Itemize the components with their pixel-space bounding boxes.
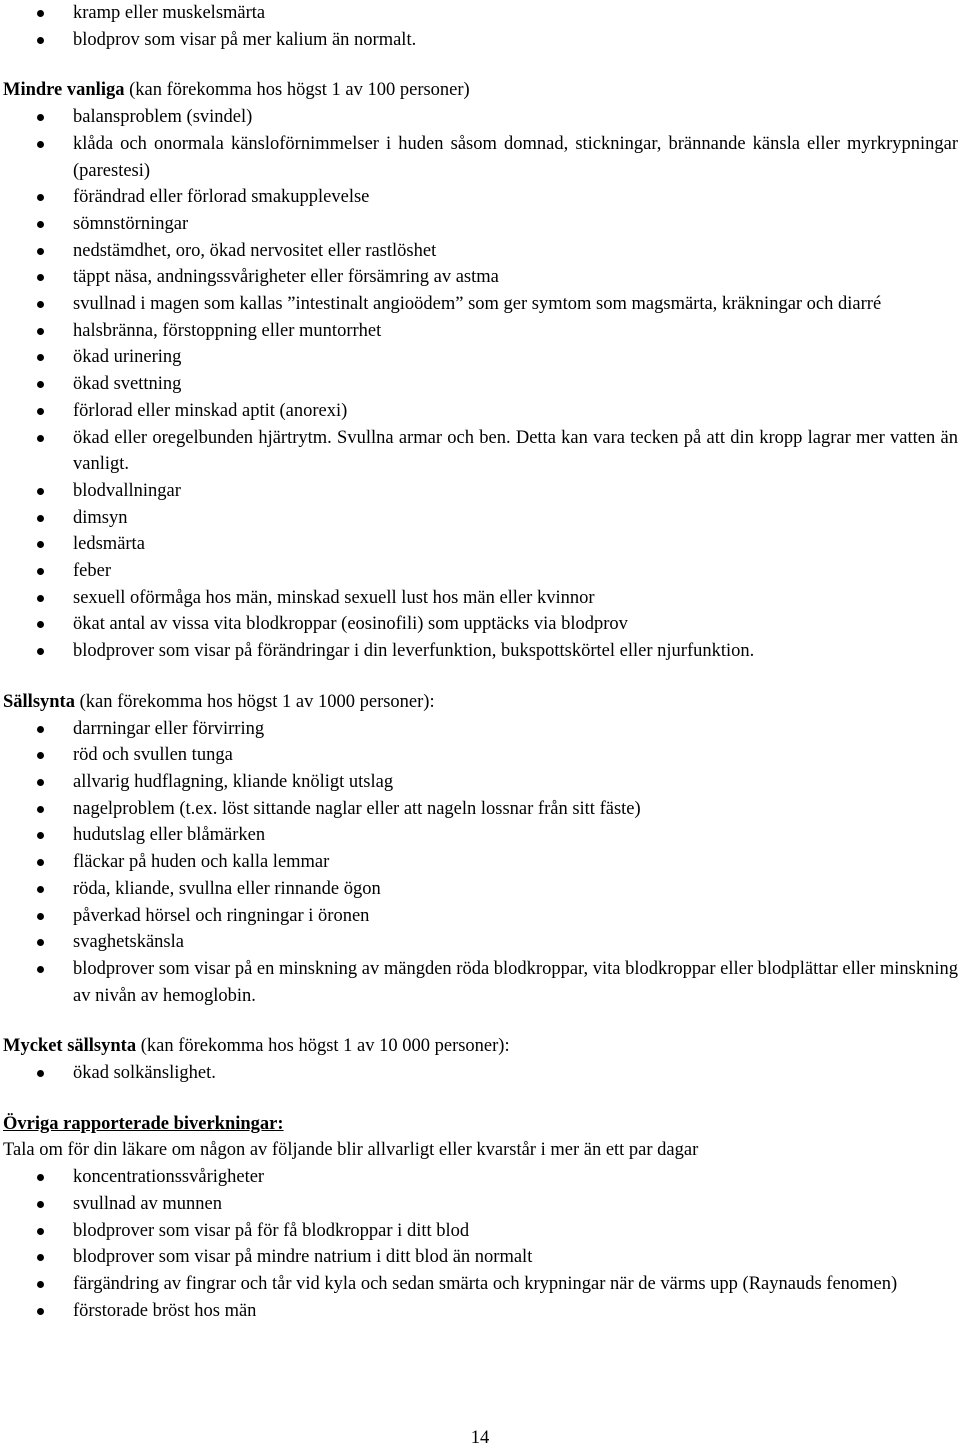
section-label: Övriga rapporterade biverkningar: — [3, 1113, 284, 1134]
list-item: förstorade bröst hos män — [0, 1298, 960, 1325]
section-heading-rare — [0, 689, 960, 716]
list-item: nagelproblem (t.ex. löst sittande naglar eller att nageln lossnar från sitt fäste) — [0, 796, 960, 823]
list-item: ökad urinering — [0, 344, 960, 371]
very-rare-list — [0, 1060, 960, 1087]
list-item: blodprov som visar på mer kalium än normalt. — [0, 27, 960, 54]
list-item: ökat antal av vissa vita blodkroppar (eosinofili) som upptäcks via blodprov — [0, 611, 960, 638]
list-item: svullnad av munnen — [0, 1191, 960, 1218]
list-item: klåda och onormala känsloförnimmelser i huden såsom domnad, stickningar, brännande känsla eller myrkrypningar (parestesi) — [0, 131, 960, 184]
list-item: täppt näsa, andningssvårigheter eller försämring av astma — [0, 264, 960, 291]
list-item: röda, kliande, svullna eller rinnande ögon — [0, 876, 960, 903]
list-item: sömnstörningar — [0, 211, 960, 238]
list-item: svullnad i magen som kallas ”intestinalt angioödem” som ger symtom som magsmärta, kräkningar och diarré — [0, 291, 960, 318]
top-list — [0, 0, 960, 53]
list-item: förlorad eller minskad aptit (anorexi) — [0, 398, 960, 425]
rare-list — [0, 716, 960, 1010]
section-label: Mindre vanliga — [3, 80, 125, 101]
list-item: fläckar på huden och kalla lemmar — [0, 849, 960, 876]
section-description: (kan förekomma hos högst 1 av 1000 personer): — [74, 691, 435, 712]
list-item: hudutslag eller blåmärken — [0, 822, 960, 849]
page-number: 14 — [470, 1428, 490, 1448]
section-description: (kan förekomma hos högst 1 av 100 personer) — [124, 80, 470, 101]
list-item: allvarig hudflagning, kliande knöligt utslag — [0, 769, 960, 796]
uncommon-list — [0, 104, 960, 665]
list-item: färgändring av fingrar och tår vid kyla och sedan smärta och krypningar när de värms upp (Raynauds fenomen) — [0, 1271, 960, 1298]
list-item: förändrad eller förlorad smakupplevelse — [0, 184, 960, 211]
list-item: kramp eller muskelsmärta — [0, 0, 960, 27]
list-item: blodvallningar — [0, 478, 960, 505]
section-heading-uncommon — [0, 77, 960, 104]
section-heading-other — [0, 1111, 960, 1138]
section-description: (kan förekomma hos högst 1 av 10 000 personer): — [136, 1036, 510, 1057]
list-item: halsbränna, förstoppning eller muntorrhet — [0, 318, 960, 345]
list-item: ökad solkänslighet. — [0, 1060, 960, 1087]
list-item: balansproblem (svindel) — [0, 104, 960, 131]
other-list — [0, 1164, 960, 1324]
list-item: blodprover som visar på mindre natrium i ditt blod än normalt — [0, 1244, 960, 1271]
list-item: ledsmärta — [0, 531, 960, 558]
list-item: darrningar eller förvirring — [0, 716, 960, 743]
section-heading-very-rare — [0, 1033, 960, 1060]
list-item: koncentrationssvårigheter — [0, 1164, 960, 1191]
section-label: Sällsynta — [3, 691, 75, 712]
list-item: röd och svullen tunga — [0, 742, 960, 769]
list-item: nedstämdhet, oro, ökad nervositet eller rastlöshet — [0, 238, 960, 265]
section-label: Mycket sällsynta — [3, 1036, 137, 1057]
list-item: dimsyn — [0, 505, 960, 532]
list-item: ökad eller oregelbunden hjärtrytm. Svullna armar och ben. Detta kan vara tecken på att din kropp lagrar mer vatten än vanligt. — [0, 425, 960, 478]
list-item: feber — [0, 558, 960, 585]
list-item: svaghetskänsla — [0, 929, 960, 956]
list-item: blodprover som visar på för få blodkroppar i ditt blod — [0, 1218, 960, 1245]
list-item: sexuell oförmåga hos män, minskad sexuell lust hos män eller kvinnor — [0, 585, 960, 612]
list-item: blodprover som visar på en minskning av mängden röda blodkroppar, vita blodkroppar eller blodplättar eller minskning av nivån av hemoglobin. — [0, 956, 960, 1009]
list-item: blodprover som visar på förändringar i din leverfunktion, bukspottskörtel eller njurfunktion. — [0, 638, 960, 665]
section-intro: Tala om för din läkare om någon av följande blir allvarligt eller kvarstår i mer än ett par dagar — [3, 1140, 699, 1161]
list-item: ökad svettning — [0, 371, 960, 398]
list-item: påverkad hörsel och ringningar i öronen — [0, 903, 960, 930]
